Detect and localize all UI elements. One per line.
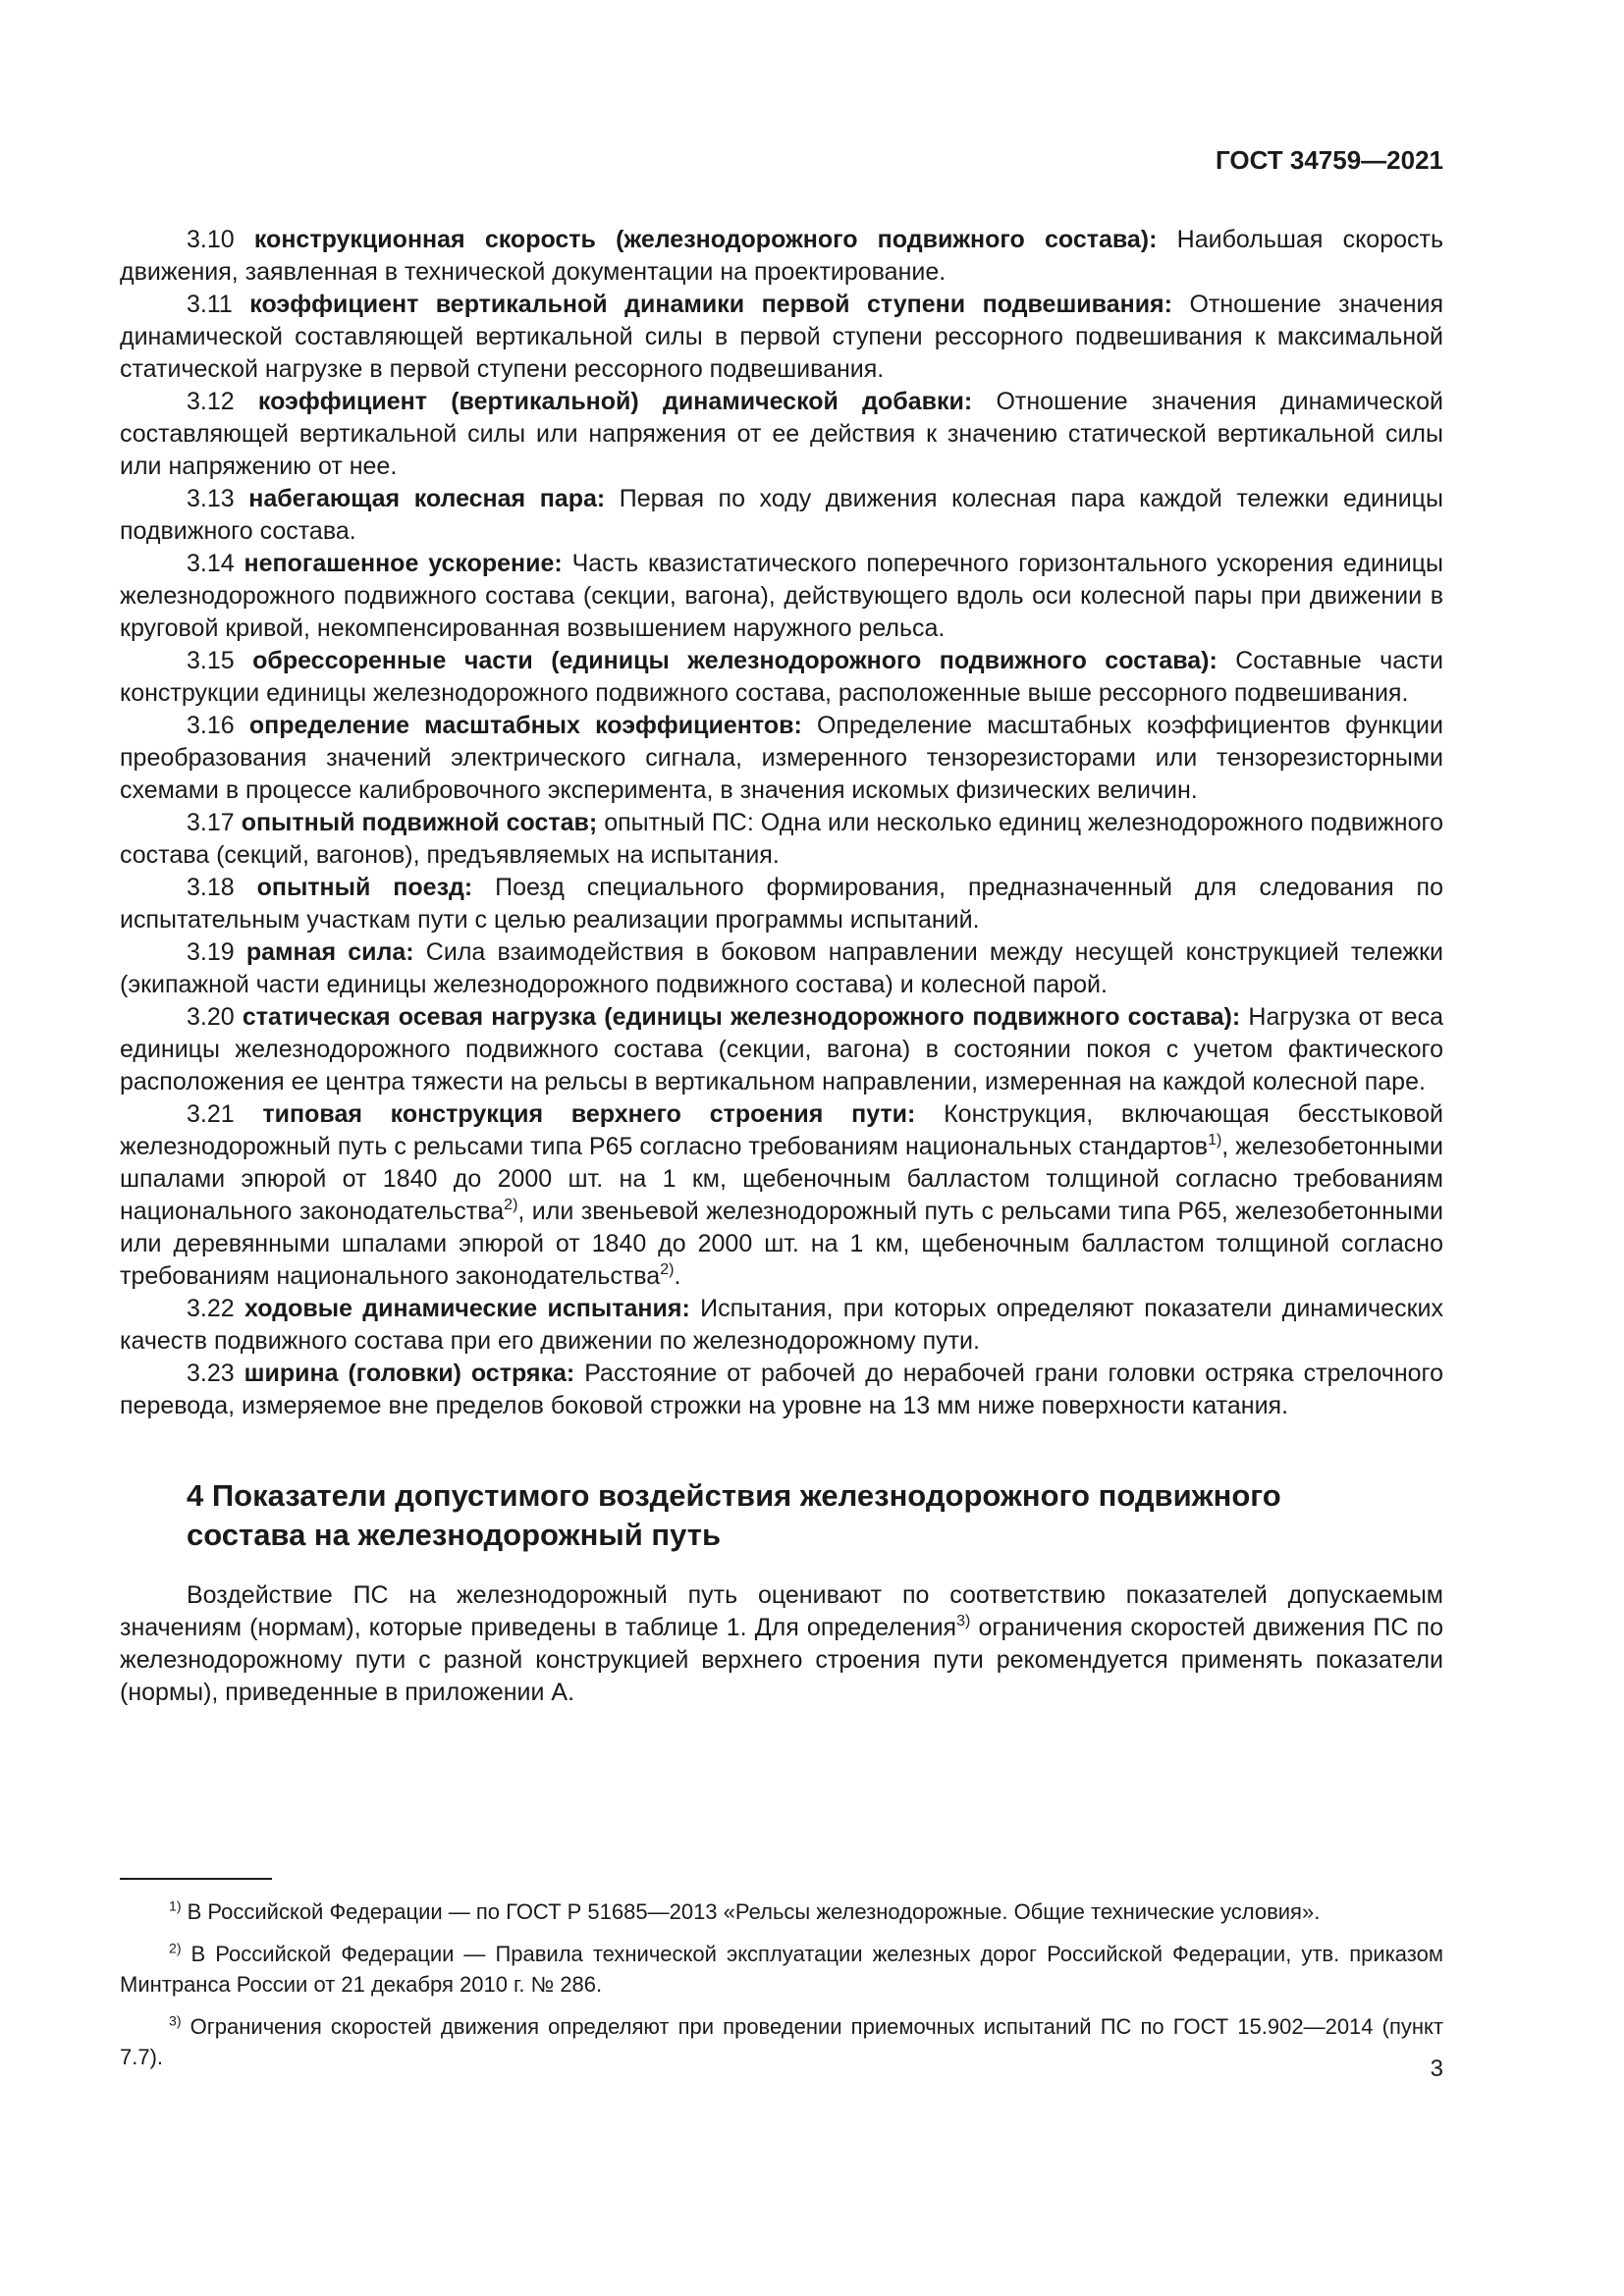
term-title: определение масштабных коэффициентов: <box>248 712 802 739</box>
term-number: 3.11 <box>187 291 233 318</box>
page-number: 3 <box>1430 2056 1443 2082</box>
footnote-ref: 2) <box>660 1261 675 1279</box>
section-title-line: состава на железнодорожный путь <box>187 1518 722 1552</box>
term-definition: Определение масштабных коэффициентов функции преобразования значений электрического сигнала, измеренного тензорезисторами или тензорезисторными схемами в процессе калибровочного эксперимента, в значения искомых физических величин. <box>120 712 1443 804</box>
footnote-ref: 3) <box>956 1613 971 1630</box>
footnote-text: В Российской Федерации — Правила технической эксплуатации железных дорог Российской Федерации, утв. приказом Минтранса России от 21 декабря 2010 г. № 286. <box>120 1942 1443 1997</box>
footnote-text: В Российской Федерации — по ГОСТ Р 51685—2013 «Рельсы железнодорожные. Общие технические условия». <box>181 1899 1321 1924</box>
term-3-12 <box>120 386 1443 483</box>
term-definition: Нагрузка от веса единицы железнодорожного подвижного состава (секции, вагона) в состоянии покоя с учетом фактического расположения ее центра тяжести на рельсы в вертикальном направлении, измеренная на каждой колесной паре. <box>120 1003 1443 1095</box>
footnote-text: Ограничения скоростей движения определяют при проведении приемочных испытаний ПС по ГОСТ 15.902—2014 (пункт 7.7). <box>120 2014 1443 2069</box>
section-4-paragraph <box>120 1579 1443 1709</box>
term-number: 3.16 <box>187 712 235 739</box>
term-number: 3.19 <box>187 938 235 966</box>
term-definition-part: Конструкция, включающая бесстыковой железнодорожный путь с рельсами типа Р65 согласно требованиям национальных стандартов <box>120 1100 1443 1160</box>
term-title: опытный поезд: <box>256 874 473 901</box>
term-title: ходовые динамические испытания: <box>244 1295 690 1322</box>
term-3-17 <box>120 807 1443 872</box>
term-title: ширина (головки) остряка: <box>244 1360 575 1387</box>
term-definition: Часть квазистатического поперечного горизонтального ускорения единицы железнодорожного подвижного состава (секции, вагона), действующего вдоль оси колесной пары при движении в круговой кривой, некомпенсированная возвышением наружного рельса. <box>120 550 1444 642</box>
footnote-3 <box>120 2011 1443 2072</box>
term-definition: Составные части конструкции единицы железнодорожного подвижного состава, расположенные выше рессорного подвешивания. <box>120 647 1444 707</box>
paragraph-text: ограничения скоростей движения ПС по железнодорожному пути с разной конструкцией верхнего строения пути рекомендуется применять показатели (нормы), приведенные в приложении А. <box>120 1614 1443 1706</box>
term-title: типовая конструкция верхнего строения пути: <box>262 1100 916 1128</box>
term-number: 3.15 <box>187 647 235 674</box>
term-number: 3.12 <box>187 388 235 415</box>
footnote-ref: 2) <box>504 1197 518 1214</box>
term-title: опытный подвижной состав; <box>241 809 598 836</box>
footnote-mark: 1) <box>169 1897 182 1914</box>
term-number: 3.10 <box>187 226 235 253</box>
term-number: 3.22 <box>187 1295 235 1322</box>
term-definition: Расстояние от рабочей до нерабочей грани головки остряка стрелочного перевода, измеряемое вне пределов боковой строжки на уровне на 13 мм ниже поверхности катания. <box>120 1360 1444 1419</box>
footnote-mark: 2) <box>169 1940 182 1956</box>
term-title: конструкционная скорость (железнодорожного подвижного состава): <box>253 226 1158 253</box>
term-number: 3.13 <box>187 485 235 512</box>
term-number: 3.20 <box>187 1003 235 1031</box>
term-definition: Наибольшая скорость движения, заявленная в технической документации на проектирование. <box>120 226 1443 286</box>
section-title-line: 4 Показатели допустимого воздействия железнодорожного подвижного <box>187 1478 1281 1513</box>
term-definition: опытный ПС: Одна или несколько единиц железнодорожного подвижного состава (секций, вагонов), предъявляемых на испытания. <box>120 809 1443 869</box>
term-3-23 <box>120 1358 1443 1422</box>
term-3-15 <box>120 645 1443 710</box>
term-number: 3.23 <box>187 1360 235 1387</box>
term-definition: Отношение значения динамической составляющей вертикальной силы или напряжения от ее действия к значению статической вертикальной силы или напряжению от нее. <box>120 388 1443 480</box>
paragraph-text: Воздействие ПС на железнодорожный путь оценивают по соответствию показателей допускаемым значениям (нормам), которые приведены в таблице 1. Для определения <box>120 1581 1443 1641</box>
term-3-18 <box>120 872 1443 936</box>
footnote-2 <box>120 1939 1443 2000</box>
document-id-header: ГОСТ 34759—2021 <box>1216 145 1443 175</box>
term-number: 3.17 <box>187 809 235 836</box>
term-definition-part: , или звеньевой железнодорожный путь с рельсами типа Р65, железобетонными или деревянными шпалами эпюрой от 1840 до 2000 шт. на 1 км, щебеночным балластом толщиной согласно требованиям национального законодательства <box>120 1198 1443 1290</box>
term-3-11 <box>120 289 1443 386</box>
term-3-10 <box>120 224 1443 289</box>
term-3-14 <box>120 548 1443 645</box>
term-title: набегающая колесная пара: <box>248 485 606 512</box>
term-definition: Испытания, при которых определяют показатели динамических качеств подвижного состава при его движении по железнодорожному пути. <box>120 1295 1443 1355</box>
term-definition: Отношение значения динамической составляющей вертикальной силы в первой ступени рессорного подвешивания к максимальной статической нагрузке в первой ступени рессорного подвешивания. <box>120 291 1444 383</box>
term-definition: Сила взаимодействия в боковом направлении между несущей конструкцией тележки (экипажной части единицы железнодорожного подвижного состава) и колесной парой. <box>120 938 1443 998</box>
term-definition: Поезд специального формирования, предназначенный для следования по испытательным участкам пути с целью реализации программы испытаний. <box>120 874 1443 934</box>
term-3-16 <box>120 710 1443 807</box>
term-number: 3.14 <box>187 550 235 577</box>
term-title: коэффициент (вертикальной) динамической добавки: <box>257 388 973 415</box>
term-number: 3.18 <box>187 874 235 901</box>
term-3-21 <box>120 1098 1443 1293</box>
term-title: статическая осевая нагрузка (единицы железнодорожного подвижного состава): <box>242 1003 1241 1031</box>
term-3-20 <box>120 1001 1443 1098</box>
term-definition-part: . <box>674 1262 681 1290</box>
footnotes <box>120 1896 1443 2084</box>
term-title: коэффициент вертикальной динамики первой ступени подвешивания: <box>249 291 1172 318</box>
footnote-ref: 1) <box>1208 1132 1222 1149</box>
term-title: обрессоренные части (единицы железнодорожного подвижного состава): <box>252 647 1218 674</box>
term-3-13 <box>120 483 1443 548</box>
term-number: 3.21 <box>187 1100 235 1128</box>
footnote-mark: 3) <box>169 2012 182 2029</box>
term-title: непогашенное ускорение: <box>244 550 563 577</box>
footnote-1 <box>120 1896 1443 1927</box>
term-definition-part: , железобетонными шпалами эпюрой от 1840 до 2000 шт. на 1 км, щебеночным балластом толщиной согласно требованиям национального законодательства <box>120 1133 1443 1225</box>
section-4-title <box>187 1476 1443 1555</box>
term-3-19 <box>120 936 1443 1001</box>
term-definition: Первая по ходу движения колесная пара каждой тележки единицы подвижного состава. <box>120 485 1443 545</box>
footnote-separator <box>120 1878 272 1880</box>
term-3-22 <box>120 1293 1443 1358</box>
main-content <box>120 224 1443 1709</box>
term-title: рамная сила: <box>245 938 414 966</box>
